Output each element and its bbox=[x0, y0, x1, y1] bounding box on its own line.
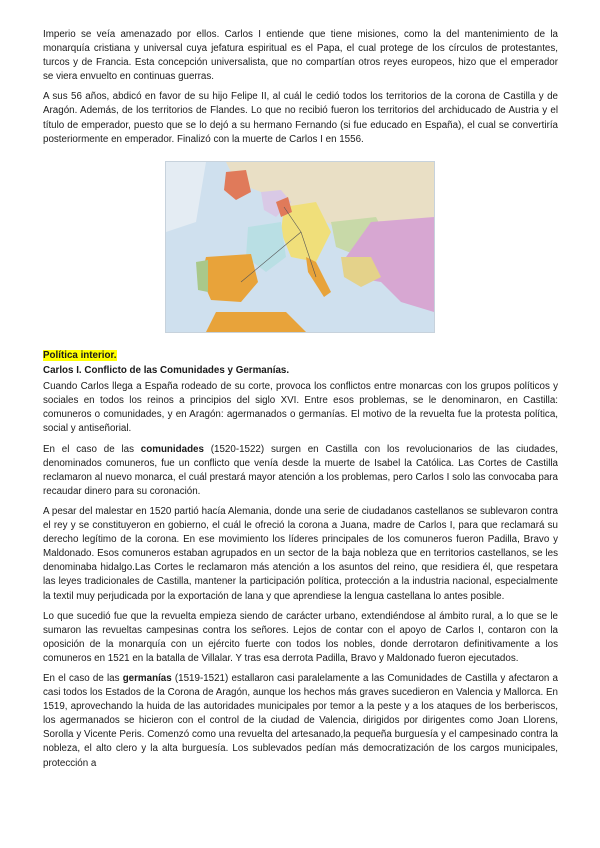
term-comunidades: comunidades bbox=[140, 443, 204, 455]
paragraph-conflictos: Cuando Carlos llega a España rodeado de su corte, provoca los conflictos entre monarcas con los grupos políticos y sociales en todos los reinos a principios del siglo XVI. Entre esos problemas, se le denominaron, en Castilla: comuneros o comunidades, y en Aragón: agermanados o germanías. El motivo de la revuelta fue la protesta política, social y antiseñorial. bbox=[43, 381, 558, 435]
paragraph-abdicacion: A sus 56 años, abdicó en favor de su hijo Felipe II, al cuál le cedió todos los territorios de la corona de Castilla y de Aragón. Además, de los territorios de Flandes. Lo que no recibió fueron los territorios del archiducado de Austria y el título de emperador, puesto que se lo dejó a su hermano Fernando (si fue educado en España), el cual se convertiría posteriormente en emperador. Finalizó con la muerte de Carlos I en 1556. bbox=[43, 91, 558, 145]
term-germanias: germanías bbox=[122, 672, 172, 684]
paragraph-imperio: Imperio se veía amenazado por ellos. Carlos I entiende que tiene misiones, como la del mantenimiento de la monarquía cristiana y universal cuya jefatura espiritual es el Papa, el cual protege de los círculos de protestantes, turcos y de Francia. Esta concepción universalista, que no compartían otros reyes europeos, hizo que el emperador se viera envuelto en continuas guerras. bbox=[43, 29, 558, 83]
paragraph-germanias bbox=[43, 672, 558, 771]
europe-map-svg bbox=[166, 162, 434, 332]
map-portugal-region bbox=[196, 260, 208, 292]
section-heading bbox=[43, 349, 558, 363]
section-title: Política interior. bbox=[43, 350, 117, 361]
text-run: (1519-1521) estallaron casi paralelamente a las Comunidades de Castilla y afectaron a casi todos los Estados de la Corona de Aragón, aunque los hechos más graves sucedieron en Valencia y Mallorca. En 1519, aprovechando la huida de las autoridades municipales por temor a la peste y a los ataques de los berberiscos, los agermanados se hicieron con el control de la ciudad de Valencia, dirigidos por dirigentes como Joan Llorens, Sorolla y Vicente Peris. Comenzó como una revuelta del artesanado,la pequeña burguesía y el campesinado contra la nobleza, el alto clero y la alta burguesía. Los sublevados pedían más democratización de los cargos municipales, protección a bbox=[43, 672, 558, 769]
text-run: (1520-1522) surgen en Castilla con los revolucionarios de las ciudades, denominados comuneros, fue un conflicto que venía desde la muerte de Isabel la Católica. Las Cortes de Castilla reclamaron al nuevo monarca, el cuál prestará mayor atención a los problemas, pero Carlos I solo las convocaba para recaudar dinero para su coronación. bbox=[43, 443, 558, 497]
map-image-europe bbox=[165, 161, 435, 333]
text-block-top bbox=[43, 28, 558, 153]
paragraph-revuelta: Lo que sucedió fue que la revuelta empieza siendo de carácter urbano, extendiéndose al ámbito rural, a lo que se le sumaron las revueltas campesinas contra los señores. Lejos de contar con el apoyo de Carlos I, contaron con la oposición de la monarquía con un ejército fuerte con todos los nobles, donde derrotaron definitivamente a los comuneros en 1521 en la batalla de Villalar. Y tras esa derrota Padilla, Bravo y Maldonado fueron ejecutados. bbox=[43, 610, 558, 664]
text-run: En el caso de las bbox=[43, 672, 123, 684]
paragraph-comunidades bbox=[43, 443, 558, 499]
section-subtitle: Carlos I. Conflicto de las Comunidades y Germanías. bbox=[43, 365, 290, 377]
text-block-politica bbox=[43, 349, 558, 777]
text-run: En el caso de las bbox=[43, 443, 141, 455]
paragraph-malestar: A pesar del malestar en 1520 partió hacía Alemania, donde una serie de ciudadanos castellanos se sublevaron contra el rey y se constituyeron en gobierno, el cuál le ofreció la corona a Juana, madre de Carlos I, para que reclamará su derecho legítimo de la corona. En ese movimiento los líderes principales de los comuneros fueron Padilla, Bravo y Maldonado. Esos comuneros estaban agrupados en un sector de la baja nobleza que en territorios castellanos, se les denominaba hidalgo.Las Cortes le reclamaron más atención a los asuntos del reino, que residiera él, que respetara las leyes tradicionales de Castilla, mantener la participación política, protección a la industria nacional, especialmente la textil muy perjudicada por la exportación de lana y que aprendiese la lengua castellana lo antes posible. bbox=[43, 505, 558, 602]
